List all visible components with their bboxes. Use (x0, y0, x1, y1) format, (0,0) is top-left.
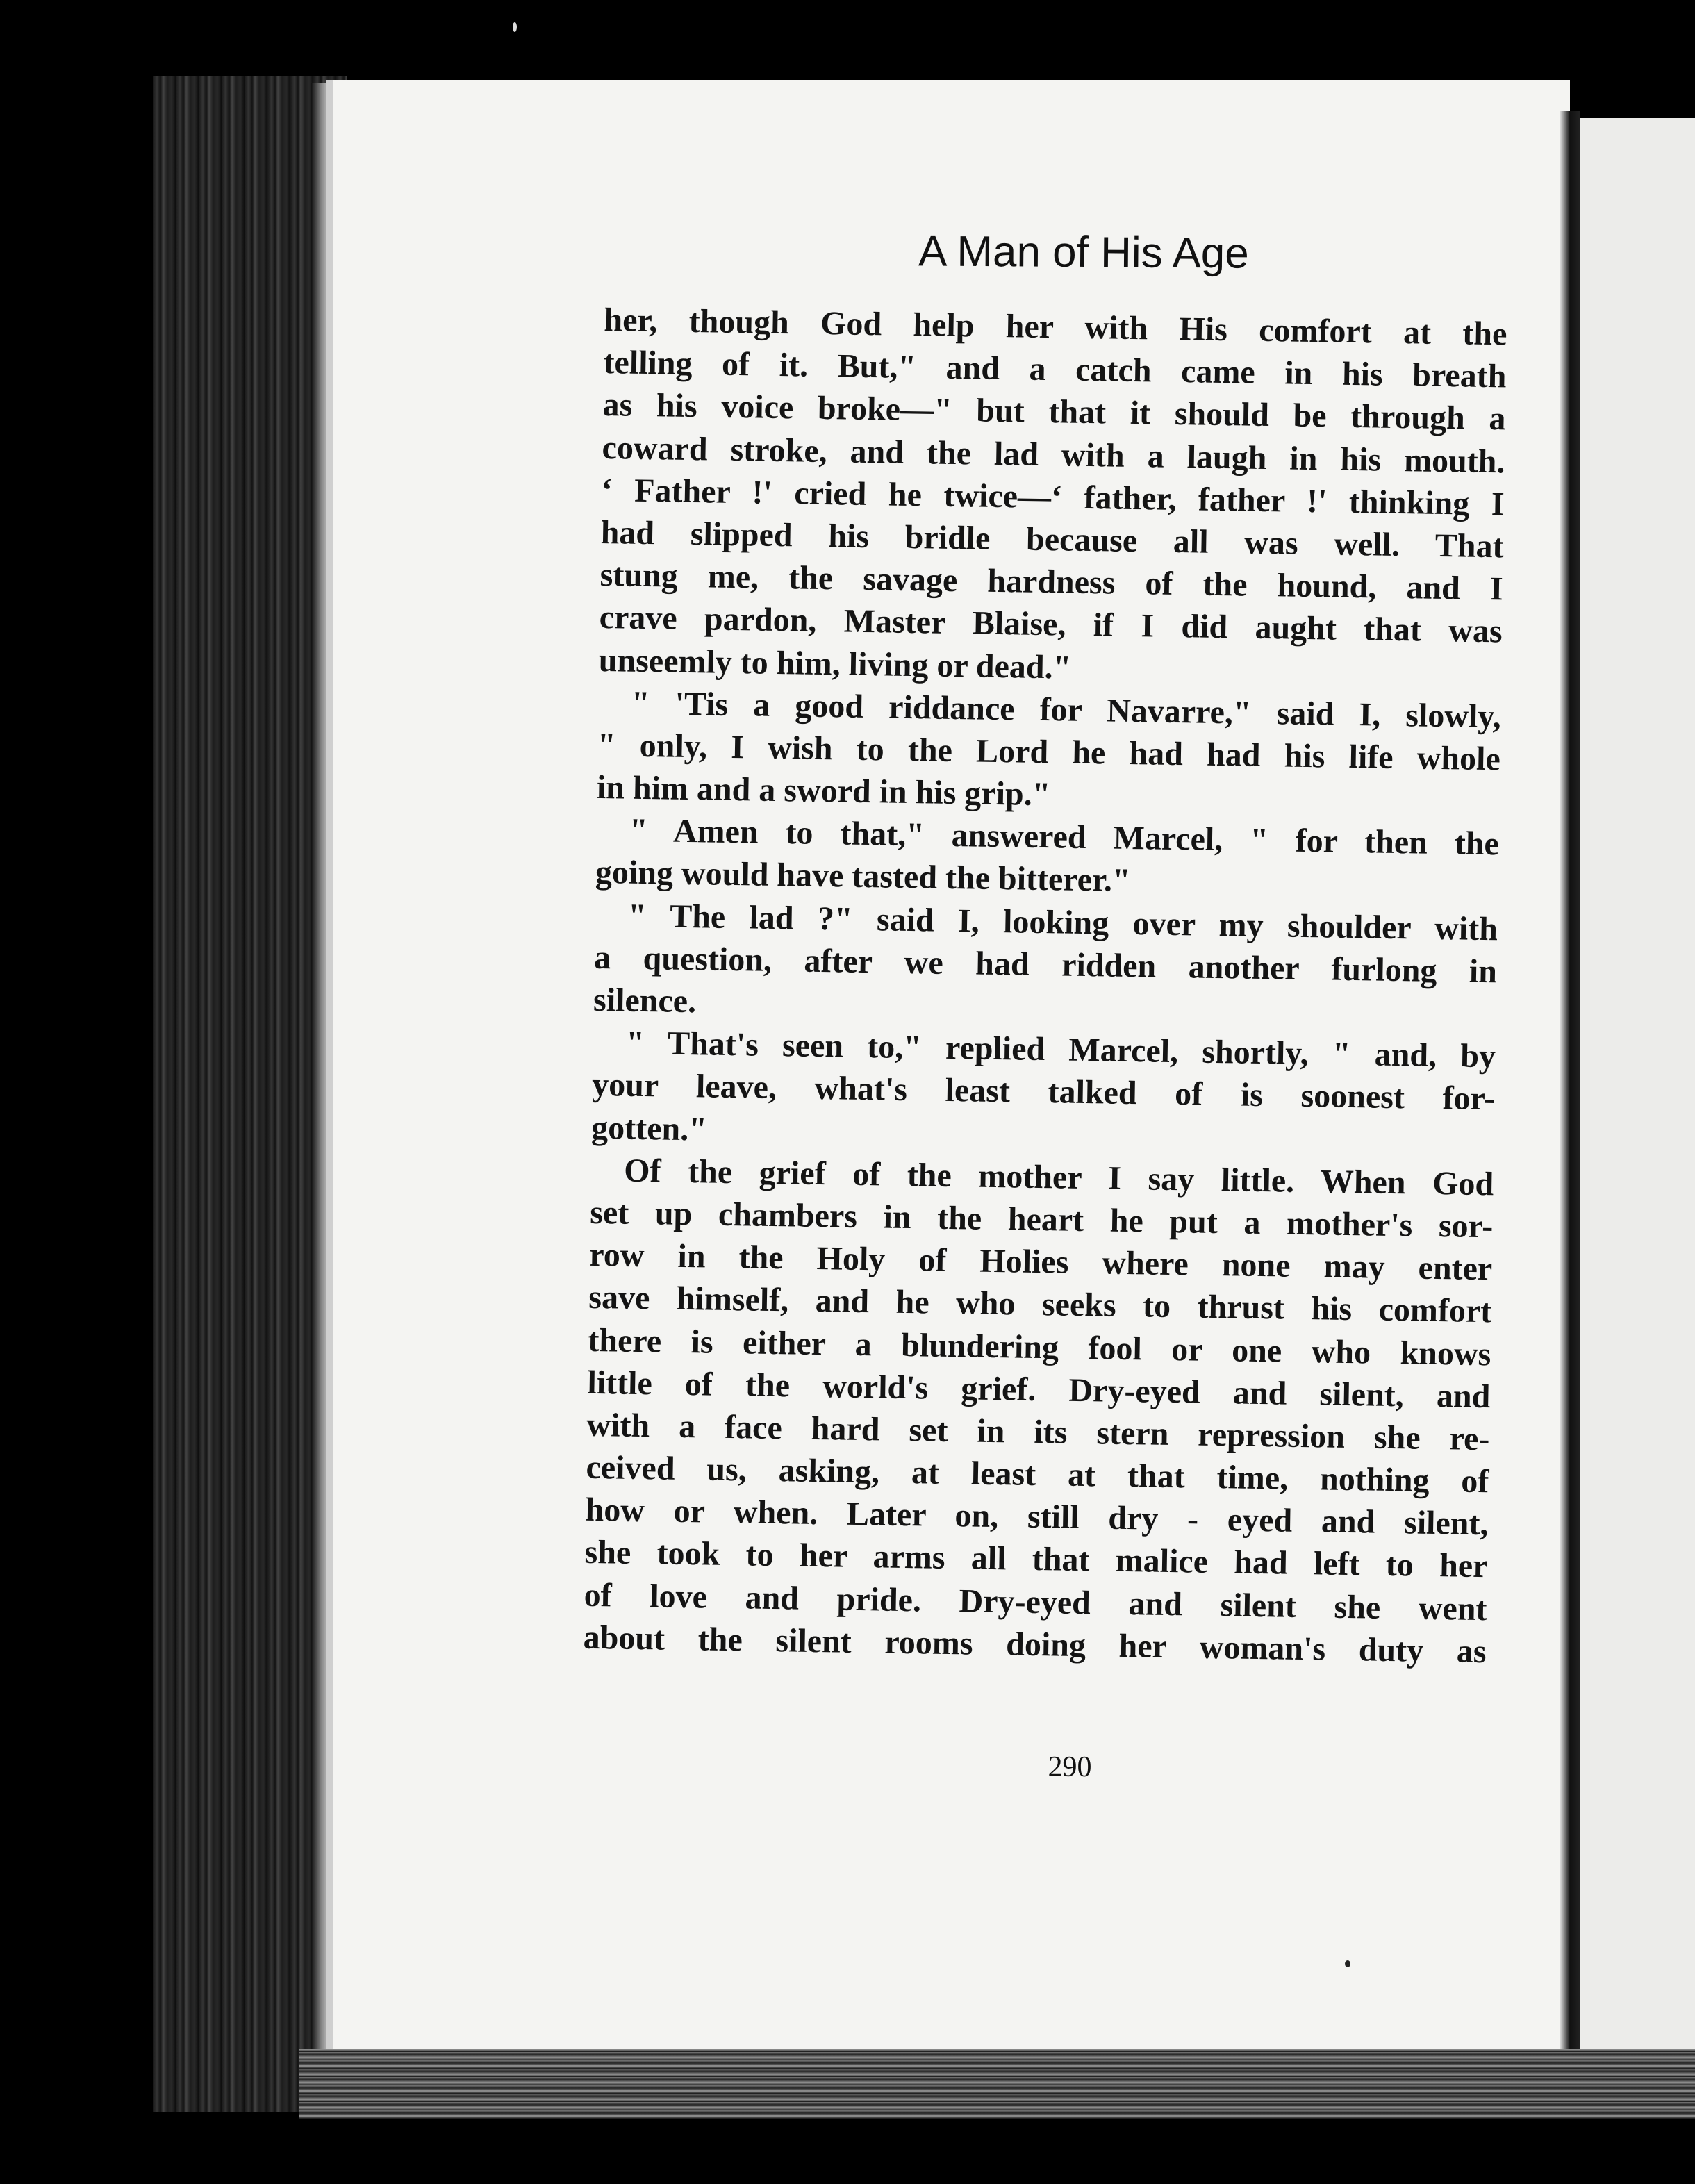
text-line: unseemly to him, living or dead." (598, 641, 1072, 686)
text-line: your leave, what's least talked of is soonest for- (591, 1066, 1496, 1118)
text-line: of love and pride. Dry-eyed and silent she went (584, 1576, 1487, 1628)
text-line: save himself, and he who seeks to thrust his comfort (588, 1279, 1492, 1330)
text-line: telling of it. But," and a catch came in his breath (603, 344, 1507, 395)
text-line: her, though God help her with His comfort at the (604, 301, 1507, 353)
running-head: A Man of His Age (918, 227, 1250, 278)
text-line: stung me, the savage hardness of the hound, and I (600, 556, 1504, 608)
text-line: " The lad ?" said I, looking over my shoulder with (627, 897, 1498, 948)
body-text (583, 299, 1507, 1673)
text-line: little of the world's grief. Dry-eyed and silent, and (587, 1364, 1491, 1415)
text-line: set up chambers in the heart he put a mother's sor- (589, 1193, 1494, 1246)
text-line: with a face hard set in its stern repression she re- (586, 1406, 1490, 1458)
page-number: 290 (1048, 1751, 1092, 1783)
dust-speck (513, 22, 517, 32)
text-line: " Amen to that," answered Marcel, " for then the (629, 811, 1500, 863)
text-line: as his voice broke—" but that it should be through a (602, 386, 1506, 438)
text-line: Of the grief of the mother I say little. When God (623, 1152, 1494, 1203)
text-line: ceived us, asking, at least at that time, nothing of (586, 1448, 1489, 1500)
text-line: a question, after we had ridden another furlong in (593, 938, 1498, 991)
text-line: gotten." (590, 1109, 708, 1148)
text-line: had slipped his bridle because all was well. That (600, 513, 1504, 565)
dust-speck (1345, 1960, 1350, 1967)
text-line: row in the Holy of Holies where none may enter (588, 1236, 1493, 1288)
facing-page-edge (1580, 118, 1695, 2070)
text-line: about the silent rooms doing her woman's duty as (583, 1619, 1487, 1670)
text-line: coward stroke, and the lad with a laugh in his mouth. (602, 429, 1505, 480)
text-line: silence. (593, 981, 697, 1020)
text-line: there is either a blundering fool or one who knows (588, 1321, 1491, 1373)
text-line: going would have tasted the bitterer." (595, 854, 1132, 900)
page-bottom-edges (299, 2049, 1695, 2119)
text-line: how or when. Later on, still dry - eyed and silent, (585, 1491, 1489, 1543)
text-line: " only, I wish to the Lord he had had his life whole (597, 726, 1501, 778)
page-gutter (1560, 111, 1580, 2084)
text-line: " 'Tis a good riddance for Navarre," said I, slowly, (631, 684, 1502, 736)
text-line: ‘ Father !' cried he twice—‘ father, father !' thinking I (601, 471, 1505, 523)
text-line: " That's seen to," replied Marcel, shortly, " and, by (625, 1024, 1496, 1075)
text-line: she took to her arms all that malice had left to her (584, 1534, 1488, 1585)
text-line: crave pardon, Master Blaise, if I did aught that was (599, 599, 1503, 650)
text-line: in him and a sword in his grip." (596, 768, 1051, 813)
